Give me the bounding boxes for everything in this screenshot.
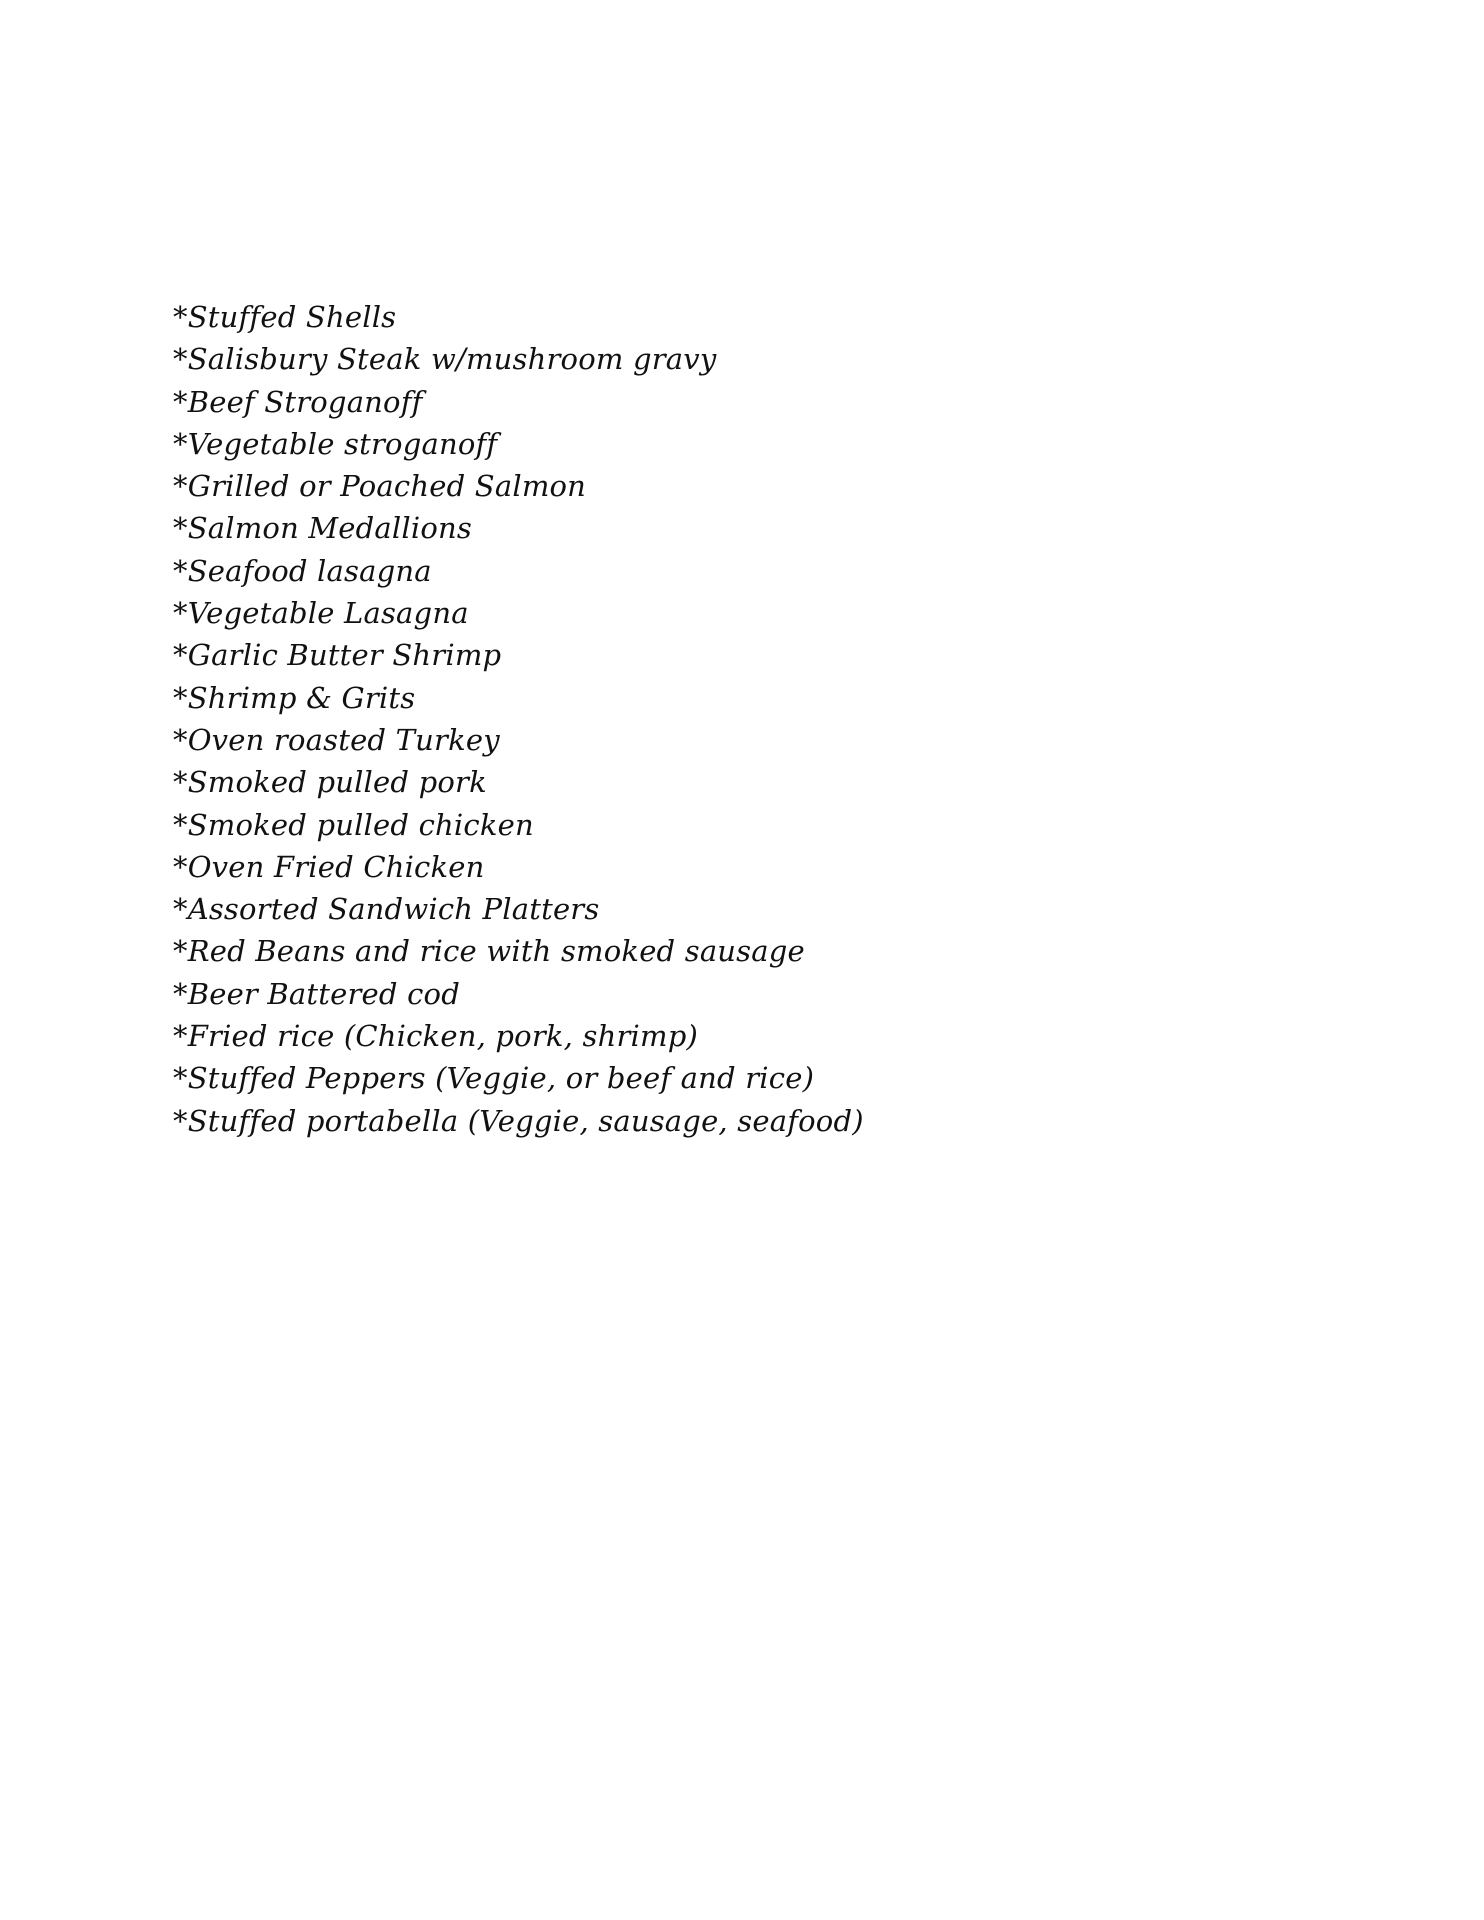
- menu-item: *Vegetable Lasagna: [173, 596, 469, 631]
- menu-item: *Oven Fried Chicken: [173, 849, 485, 884]
- menu-item: *Stuffed Shells: [173, 300, 397, 334]
- menu-item: *Grilled or Poached Salmon: [173, 469, 587, 504]
- menu-item: *Beef Stroganoff: [173, 384, 423, 419]
- menu-item: *Red Beans and rice with smoked sausage: [173, 934, 805, 969]
- menu-item: *Fried rice (Chicken, pork, shrimp): [173, 1019, 698, 1054]
- menu-list: [173, 296, 864, 1142]
- menu-item: *Smoked pulled chicken: [173, 807, 534, 842]
- menu-item: *Salisbury Steak w/mushroom gravy: [173, 342, 717, 377]
- menu-item: *Stuffed portabella (Veggie, sausage, seafood): [173, 1103, 864, 1138]
- menu-item: *Salmon Medallions: [173, 511, 472, 546]
- menu-item: *Assorted Sandwich Platters: [173, 892, 600, 927]
- menu-item: *Oven roasted Turkey: [173, 722, 500, 757]
- menu-item: *Vegetable stroganoff: [173, 426, 498, 461]
- menu-item: *Shrimp & Grits: [173, 680, 416, 715]
- menu-item: *Stuffed Peppers (Veggie, or beef and rice): [173, 1061, 815, 1096]
- menu-item: *Garlic Butter Shrimp: [173, 638, 502, 673]
- menu-item: *Seafood lasagna: [173, 553, 432, 588]
- menu-item: *Smoked pulled pork: [173, 765, 487, 800]
- menu-item: *Beer Battered cod: [173, 976, 460, 1011]
